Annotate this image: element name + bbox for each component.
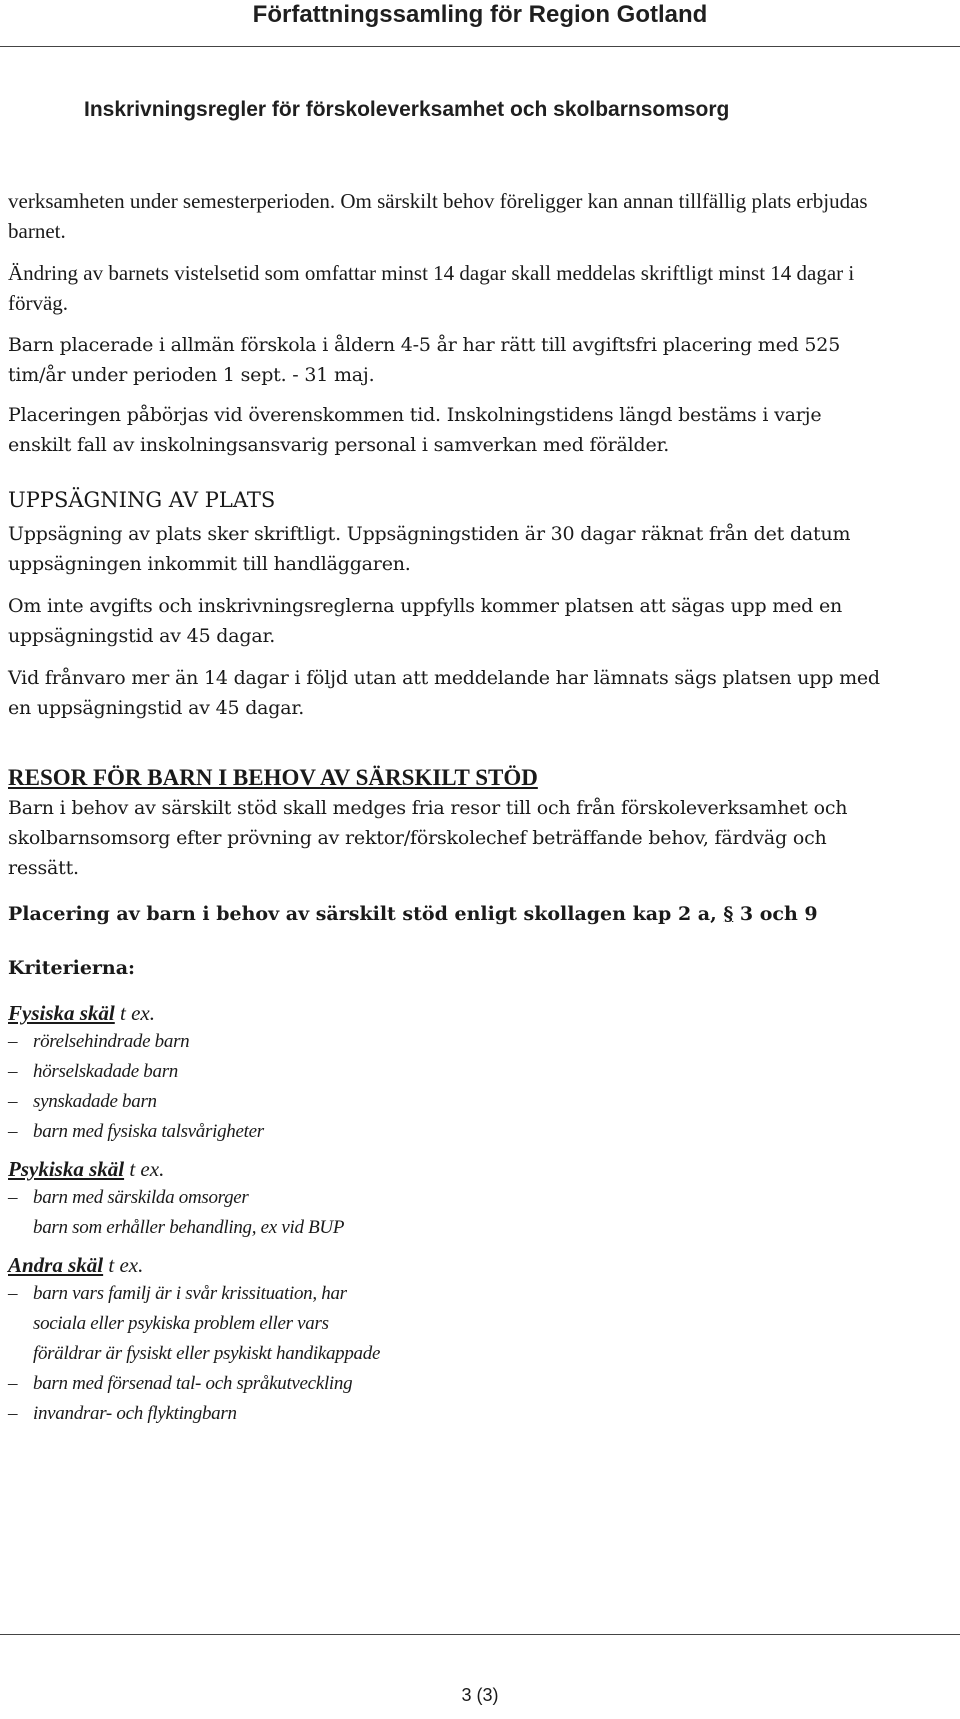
- list-item: – hörselskadade barn: [8, 1057, 948, 1087]
- section-sign: §: [723, 903, 734, 925]
- fysiska-title: Fysiska skäl: [8, 1001, 115, 1025]
- heading-uppsagning: UPPSÄGNING AV PLATS: [8, 488, 276, 512]
- kriterier-andra: [8, 1251, 948, 1429]
- list-item: – barn med fysiska talsvårigheter: [8, 1117, 948, 1147]
- list-item: – synskadade barn: [8, 1087, 948, 1117]
- psykiska-label: Psykiska skäl t ex.: [8, 1157, 165, 1181]
- list-item-continuation: sociala eller psykiska problem eller vars: [33, 1313, 329, 1334]
- footer-divider: [0, 1634, 960, 1635]
- list-item: – barn med särskilda omsorger: [8, 1183, 948, 1213]
- document-subtitle: Inskrivningsregler för förskoleverksamhet och skolbarnsomsorg: [84, 98, 730, 121]
- list-item-continuation: barn som erhåller behandling, ex vid BUP: [33, 1217, 345, 1238]
- heading-resor: RESOR FÖR BARN I BEHOV AV SÄRSKILT STÖD: [8, 765, 538, 790]
- list-item-continuation: föräldrar är fysiskt eller psykiskt handikappade: [33, 1343, 381, 1364]
- dash: –: [8, 1283, 18, 1304]
- dash: –: [8, 1031, 18, 1052]
- dash: –: [8, 1121, 18, 1142]
- placering-text: Placering av barn i behov av särskilt stöd enligt skollagen kap 2 a,: [8, 903, 717, 925]
- fysiska-label: Fysiska skäl t ex.: [8, 1001, 155, 1025]
- kriterier-fysiska: [8, 999, 948, 1147]
- dash: –: [8, 1187, 18, 1208]
- list-item: – invandrar- och flyktingbarn: [8, 1399, 948, 1429]
- page-number: 3 (3): [461, 1685, 499, 1705]
- andra-title: Andra skäl: [8, 1253, 104, 1277]
- dash: –: [8, 1061, 18, 1082]
- paragraph-semester: verksamheten under semesterperioden. Om särskilt behov föreligger kan annan tillfällig plats erbjudas barnet.: [8, 189, 868, 243]
- paragraph-placering-start: Placeringen påbörjas vid överenskommen tid. Inskolningstidens längd bestäms i varje enskilt fall av inskolningsansvarig personal i samverkan med förälder.: [8, 404, 822, 456]
- list-item: – barn med försenad tal- och språkutveckling: [8, 1369, 948, 1399]
- list-item: – rörelsehindrade barn: [8, 1027, 948, 1057]
- paragraph-allman-forskola: Barn placerade i allmän förskola i åldern 4-5 år har rätt till avgiftsfri placering med 525 tim/år under perioden 1 sept. - 31 maj.: [8, 334, 841, 386]
- kriterier-heading: Kriterierna:: [8, 957, 136, 979]
- placering-line: [8, 899, 948, 929]
- kriterier-psykiska: [8, 1155, 948, 1243]
- paragraph-resor: Barn i behov av särskilt stöd skall medges fria resor till och från förskoleverksamhet och skolbarnsomsorg efter prövning av rektor/förskolechef beträffande behov, färdväg och ressätt.: [8, 797, 848, 879]
- psykiska-title: Psykiska skäl: [8, 1157, 125, 1181]
- paragraph-vistelsetid: Ändring av barnets vistelsetid som omfattar minst 14 dagar skall meddelas skriftligt minst 14 dagar i förväg.: [8, 261, 855, 315]
- andra-label: Andra skäl t ex.: [8, 1253, 144, 1277]
- paragraph-uppsagning-skriftligt: Uppsägning av plats sker skriftligt. Uppsägningstiden är 30 dagar räknat från det datum uppsägningen inkommit till handläggaren.: [8, 523, 851, 575]
- paragraph-uppsagning-regler: Om inte avgifts och inskrivningsreglerna uppfylls kommer platsen att sägas upp med en uppsägningstid av 45 dagar.: [8, 595, 843, 647]
- document-body: [8, 186, 948, 1429]
- paragraph-uppsagning-franvaro: Vid frånvaro mer än 14 dagar i följd utan att meddelande har lämnats sägs platsen upp med en uppsägningstid av 45 dagar.: [8, 667, 880, 719]
- list-item: – barn vars familj är i svår krissituation, har: [8, 1279, 948, 1309]
- header-title: Författningssamling för Region Gotland: [252, 1, 708, 28]
- placering-chapters: 3 och 9: [739, 903, 818, 925]
- dash: –: [8, 1091, 18, 1112]
- dash: –: [8, 1403, 18, 1424]
- dash: –: [8, 1373, 18, 1394]
- header-divider: [0, 46, 960, 47]
